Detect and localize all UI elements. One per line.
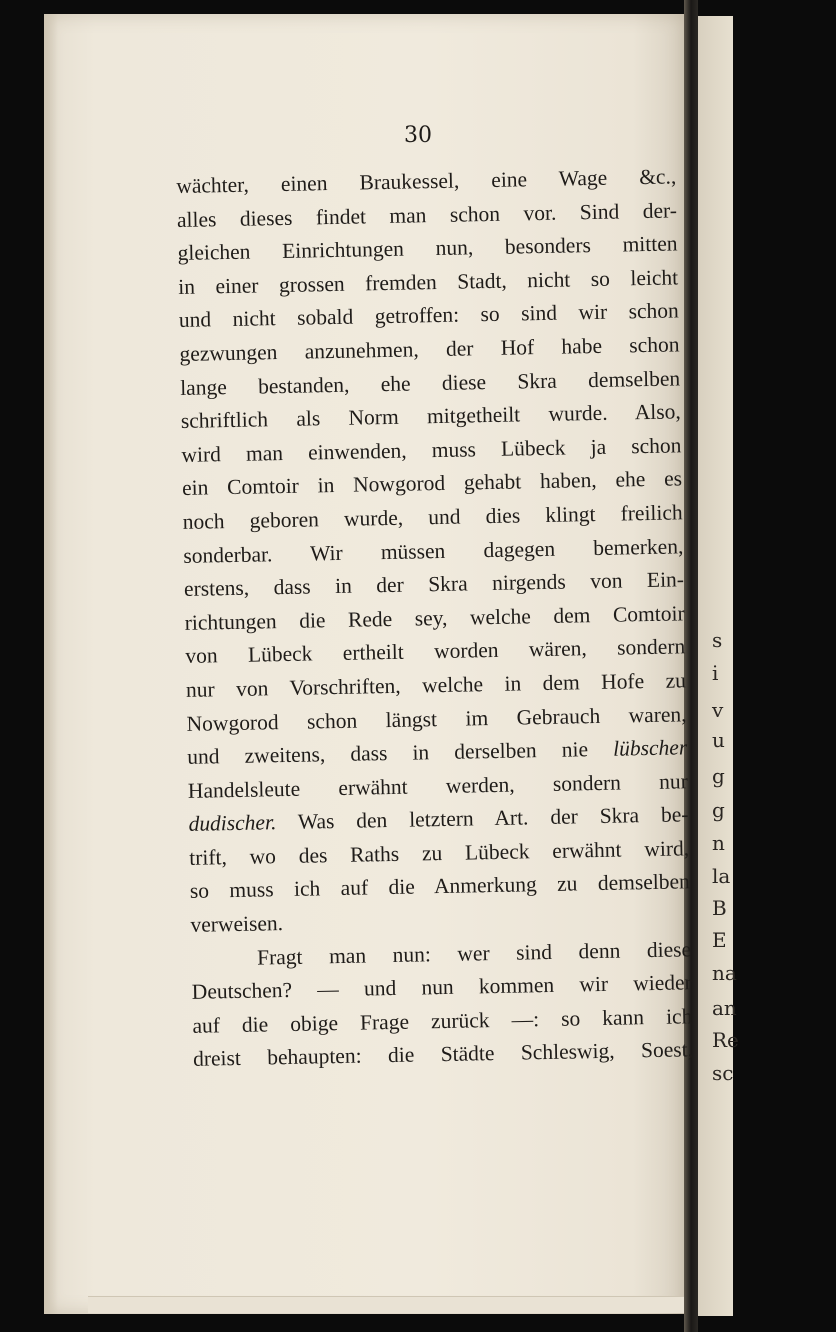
book-gutter (684, 0, 698, 1332)
body-text (176, 160, 693, 1076)
facing-fragment: n (712, 831, 725, 855)
text-line: Fragt man nun: wer sind denn diese (256, 936, 692, 970)
text-line: so muss ich auf die Anmerkung zu demselben (189, 869, 690, 904)
facing-fragment: E (712, 928, 727, 952)
text-line: von Lübeck ertheilt worden wären, sondern (185, 634, 686, 669)
facing-fragment: la (712, 864, 731, 888)
italic-word: lübscher (612, 735, 688, 761)
facing-page-edge (698, 16, 739, 1316)
facing-fragment: v (712, 698, 724, 722)
text-line: wird man einwenden, muss Lübeck ja schon (181, 433, 682, 467)
text-line: richtungen die Rede sey, welche dem Comtoir (184, 601, 685, 635)
text-line: ein Comtoir in Nowgorod gehabt haben, ehe es (181, 466, 683, 501)
text-line: alles dieses findet man schon vor. Sind der- (176, 197, 678, 232)
text-line: in einer grossen fremden Stadt, nicht so leicht (178, 265, 679, 299)
facing-fragment: B (712, 896, 727, 920)
text-line: verweisen. (190, 911, 284, 937)
text-line: gezwungen anzunehmen, der Hof habe schon (179, 332, 680, 366)
facing-fragment: i (712, 661, 719, 685)
text-line: Handelsleute erwähnt werden, sondern nur (187, 768, 689, 803)
text-line: lange bestanden, ehe diese Skra demselben (179, 365, 681, 400)
facing-fragment: g (712, 764, 725, 788)
facing-fragment: Re (712, 1028, 739, 1052)
page-bottom-edge (88, 1296, 688, 1313)
text-line: dreist behaupten: die Städte Schleswig, Soest, (192, 1037, 694, 1072)
page-edge-shadow (44, 14, 58, 1314)
text-line: erstens, dass in der Skra nirgends von Ein- (183, 567, 685, 602)
text-line: wächter, einen Braukessel, eine Wage &c., (176, 164, 677, 198)
facing-fragment: na (712, 961, 737, 985)
text-line: sonderbar. Wir müssen dagegen bemerken, (183, 533, 684, 568)
text-segment: Was den letztern Art. der Skra be- (276, 802, 689, 835)
text-line: auf die obige Frage zurück —: so kann ich (192, 1004, 693, 1038)
facing-fragment: u (712, 728, 725, 752)
text-line: schriftlich als Norm mitgetheilt wurde. Also, (180, 399, 681, 434)
text-line: Nowgorod schon längst im Gebrauch waren, (186, 701, 687, 736)
italic-word: dudischer. (188, 810, 277, 837)
facing-fragment: an (712, 996, 737, 1020)
facing-fragment: g (712, 798, 725, 822)
page-number: 30 (404, 123, 432, 148)
facing-fragment: s (712, 628, 723, 652)
text-line: noch geboren wurde, und dies klingt freilich (182, 500, 683, 534)
text-line: gleichen Einrichtungen nun, besonders mitten (177, 231, 678, 266)
text-line: nur von Vorschriften, welche in dem Hofe zu (185, 668, 687, 702)
facing-fragment: sc (712, 1061, 734, 1085)
text-segment: und zweitens, dass in derselben nie (187, 736, 614, 769)
text-line: Deutschen? — und nun kommen wir wieder (191, 970, 692, 1005)
text-line: und nicht sobald getroffen: so sind wir schon (178, 298, 680, 333)
text-line: trift, wo des Raths zu Lübeck erwähnt wird, (188, 836, 690, 870)
